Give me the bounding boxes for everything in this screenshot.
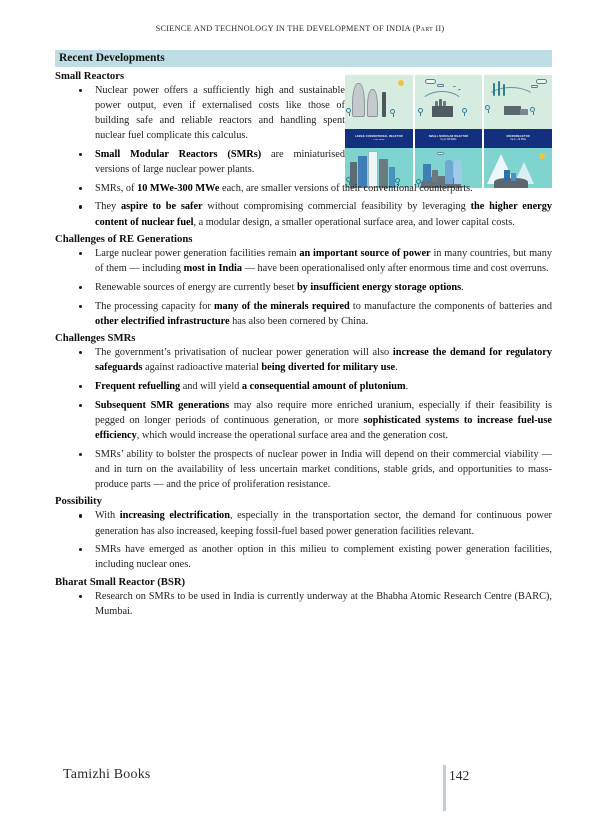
list-small-reactors <box>55 83 552 230</box>
heading-challenges-re-generations: Challenges of RE Generations <box>55 233 193 246</box>
panel-label-subtitle: 700+ MWe <box>373 138 385 141</box>
footer-brand: Tamizhi Books <box>63 767 151 782</box>
panel-label-subtitle: Up to ~10 MWe <box>510 138 527 141</box>
list-item: The processing capacity for many of the minerals required to manufacture the components of batteries and other electrified infrastructure has also been cornered by China. <box>55 299 552 329</box>
list-item: SMRs have emerged as another option in this milieu to complement existing power generation facilities, including nuclear ones. <box>55 542 552 572</box>
list-item: Nuclear power offers a sufficiently high and sustainable power output, even if externalised costs like those of building safe and reliable reactors and handling spent nuclear fuel complicate this calculus. <box>55 83 345 144</box>
list-item: Research on SMRs to be used in India is currently underway at the Bhabha Atomic Research Centre (BARC), Mumbai. <box>55 589 552 619</box>
heading-small-reactors: Small Reactors <box>55 70 125 82</box>
list-possibility <box>55 508 552 572</box>
panel-label-title: LARGE CONVENTIONAL REACTOR <box>354 135 403 139</box>
list-item: They aspire to be safer without compromising commercial feasibility by leveraging the higher energy content of nuclear fuel, a modular design, a smaller operational surface area, and lower capital costs. <box>55 199 552 229</box>
list-challenges-re-generations <box>55 246 552 329</box>
panel-label-title: SMALL MODULAR REACTOR <box>428 135 469 139</box>
page-footer <box>0 767 600 793</box>
heading-possibility: Possibility <box>55 495 102 508</box>
list-item: Subsequent SMR generations may also require more enriched uranium, especially if their feasibility is pegged on longer periods of continuous generation, or more sophisticated systems to increase fuel-use efficiency, which would increase the operational surface area and the generation cost. <box>55 398 552 443</box>
panel-label-title: MICROREACTOR <box>506 135 530 139</box>
list-bharat-small-reactor <box>55 589 552 619</box>
running-head: SCIENCE AND TECHNOLOGY IN THE DEVELOPMENT OF INDIA (Part II) <box>155 24 445 33</box>
section-banner-recent-developments: Recent Developments <box>55 50 552 67</box>
list-item: Renewable sources of energy are currently beset by insufficient energy storage options. <box>55 280 552 295</box>
page-content <box>55 50 552 623</box>
panel-label-subtitle: Up to 300 MWe <box>440 138 457 141</box>
list-item: With increasing electrification, especially in the transportation sector, the demand for continuous power generation has also increased, keeping fossil-fuel based power generation facilities relevant. <box>55 508 552 538</box>
list-item: SMRs, of 10 MWe-300 MWe each, are smaller versions of their conventional counterparts. <box>55 181 552 196</box>
heading-challenges-smrs: Challenges SMRs <box>55 332 136 345</box>
list-item: Large nuclear power generation facilities remain an important source of power in many countries, but many of them — including most in India — have been operationalised only after enormous time and cost overruns. <box>55 246 552 276</box>
list-item: Small Modular Reactors (SMRs) are miniaturised versions of large nuclear power plants. <box>55 147 345 177</box>
list-item: SMRs’ ability to bolster the prospects of nuclear power in India will depend on their commercial viability — and in turn on the availability of less uncertain market conditions, stable grids, and opportunities to mass-produce parts — and the price of proliferation resistance. <box>55 447 552 492</box>
list-challenges-smrs <box>55 345 552 492</box>
page-number: 142 <box>449 768 470 783</box>
footer-divider <box>443 765 446 811</box>
list-item: Frequent refuelling and will yield a consequential amount of plutonium. <box>55 379 552 394</box>
heading-bharat-small-reactor: Bharat Small Reactor (BSR) <box>55 575 186 588</box>
list-item: The government’s privatisation of nuclear power generation will also increase the demand for regulatory safeguards against radioactive material being diverted for military use. <box>55 345 552 375</box>
